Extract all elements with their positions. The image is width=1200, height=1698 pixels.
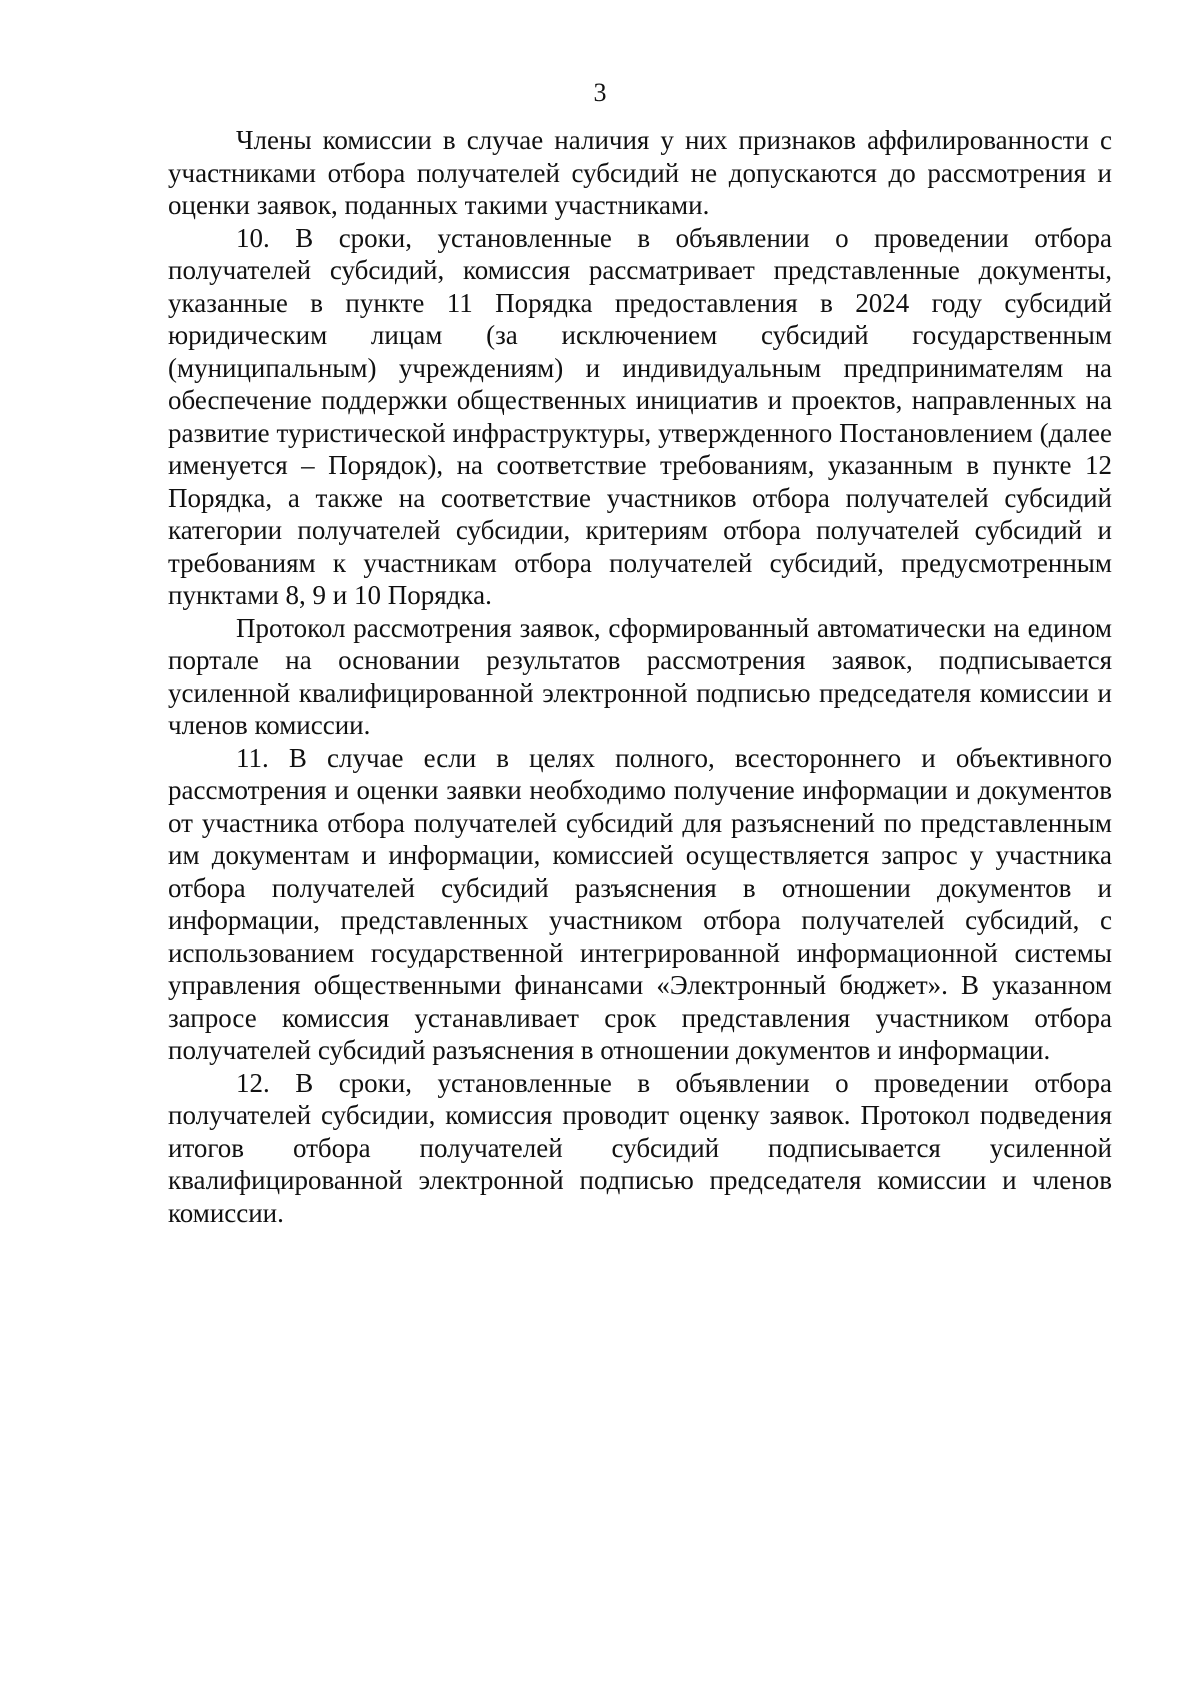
paragraph-item-11: 11. В случае если в целях полного, всестороннего и объективного рассмотрения и оценки заявки необходимо получение информации и документов от участника отбора получателей субсидий для разъяснений по представленным им документам и информации, комиссией осуществляется запрос у участника отбора получателей субсидий разъяснения в отношении документов и информации, представленных участником отбора получателей субсидий, с использованием государственной интегрированной информационной системы управления общественными финансами «Электронный бюджет». В указанном запросе комиссия устанавливает срок представления участником отбора получателей субсидий разъяснения в отношении документов и информации. — [168, 742, 1112, 1065]
paragraph-review-protocol: Протокол рассмотрения заявок, сформированный автоматически на едином портале на основании результатов рассмотрения заявок, подписывается усиленной квалифицированной электронной подписью председателя комиссии и членов комиссии. — [168, 612, 1112, 740]
page-number: 3 — [593, 78, 607, 107]
document-body — [168, 124, 1112, 1229]
paragraph-item-12: 12. В сроки, установленные в объявлении о проведении отбора получателей субсидии, комиссия проводит оценку заявок. Протокол подведения итогов отбора получателей субсидий подписывается усиленной квалифицированной электронной подписью председателя комиссии и членов комиссии. — [168, 1067, 1112, 1228]
paragraph-affiliation: Члены комиссии в случае наличия у них признаков аффилированности с участниками отбора получателей субсидий не допускаются до рассмотрения и оценки заявок, поданных такими участниками. — [168, 125, 1112, 220]
paragraph-item-10: 10. В сроки, установленные в объявлении о проведении отбора получателей субсидий, комиссия рассматривает представленные документы, указанные в пункте 11 Порядка предоставления в 2024 году субсидий юридическим лицам (за исключением субсидий государственным (муниципальным) учреждениям) и индивидуальным предпринимателям на обеспечение поддержки общественных инициатив и проектов, направленных на развитие туристической инфраструктуры, утвержденного Постановлением (далее именуется – Порядок), на соответствие требованиям, указанным в пункте 12 Порядка, а также на соответствие участников отбора получателей субсидий категории получателей субсидии, критериям отбора получателей субсидий и требованиям к участникам отбора получателей субсидий, предусмотренным пунктами 8, 9 и 10 Порядка. — [168, 222, 1112, 610]
